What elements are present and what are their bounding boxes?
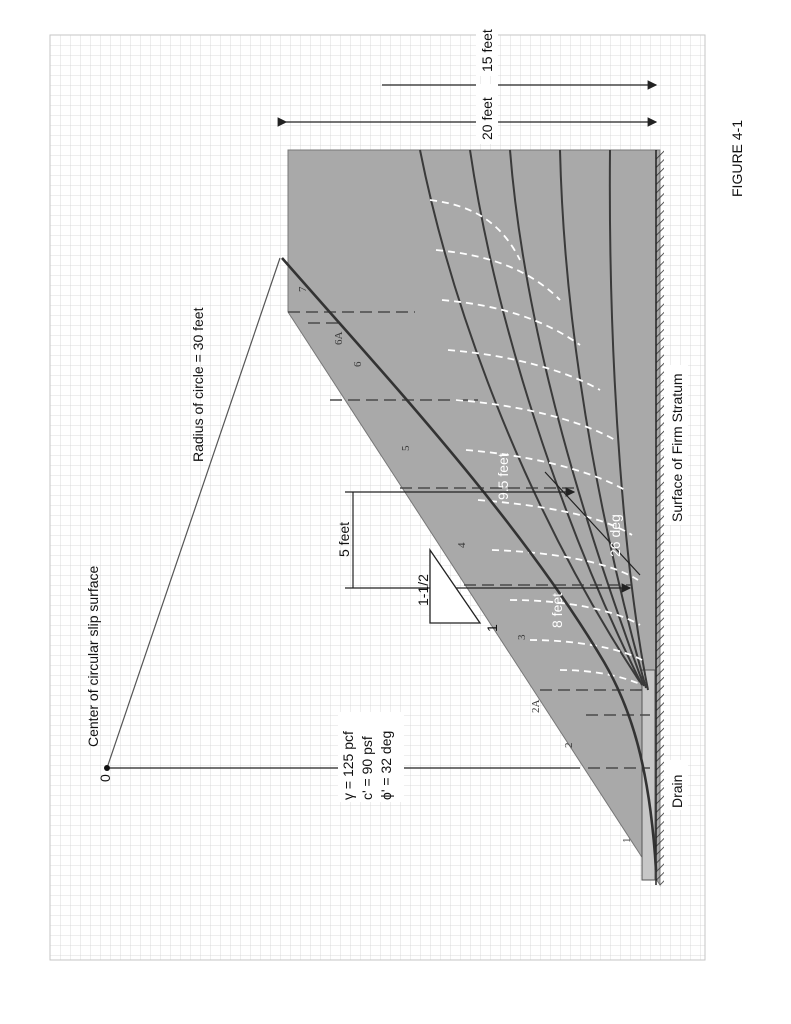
center-point-label: 0: [97, 774, 113, 782]
slope-run-label: 1-1/2: [415, 574, 431, 606]
figure-caption: FIGURE 4-1: [729, 119, 745, 197]
height-15-label: 15 feet: [479, 29, 495, 72]
slice-label-3: 3: [516, 634, 528, 640]
slope-rise-label: 1: [484, 624, 500, 632]
dim-5-label: 5 feet: [336, 521, 352, 557]
slice-label-5: 5: [400, 445, 412, 451]
cohesion-label: c' = 90 psf: [359, 736, 375, 800]
phi-label: ϕ' = 32 deg: [378, 730, 394, 800]
angle-26-label: 26 deg: [607, 514, 623, 557]
height-20-label: 20 feet: [479, 97, 495, 140]
slice-label-1: 1: [621, 837, 633, 843]
dim-8-label: 8 feet: [549, 592, 565, 628]
firm-stratum-surface: [656, 150, 664, 885]
slice-label-2a: 2A: [530, 699, 542, 713]
gamma-label: γ = 125 pcf: [340, 731, 356, 800]
center-point: [104, 765, 110, 771]
drain-label: Drain: [669, 774, 685, 808]
radius-label: Radius of circle = 30 feet: [190, 307, 206, 462]
center-label: Center of circular slip surface: [85, 565, 101, 747]
dim-9-5-label: 9.5 feet: [495, 453, 511, 500]
slice-label-2: 2: [563, 742, 575, 748]
slice-label-4: 4: [456, 542, 468, 548]
firm-stratum-label: Surface of Firm Stratum: [669, 373, 685, 522]
slice-label-7: 7: [297, 286, 309, 292]
slice-label-6: 6: [352, 361, 364, 367]
slice-label-6a: 6A: [333, 331, 345, 345]
